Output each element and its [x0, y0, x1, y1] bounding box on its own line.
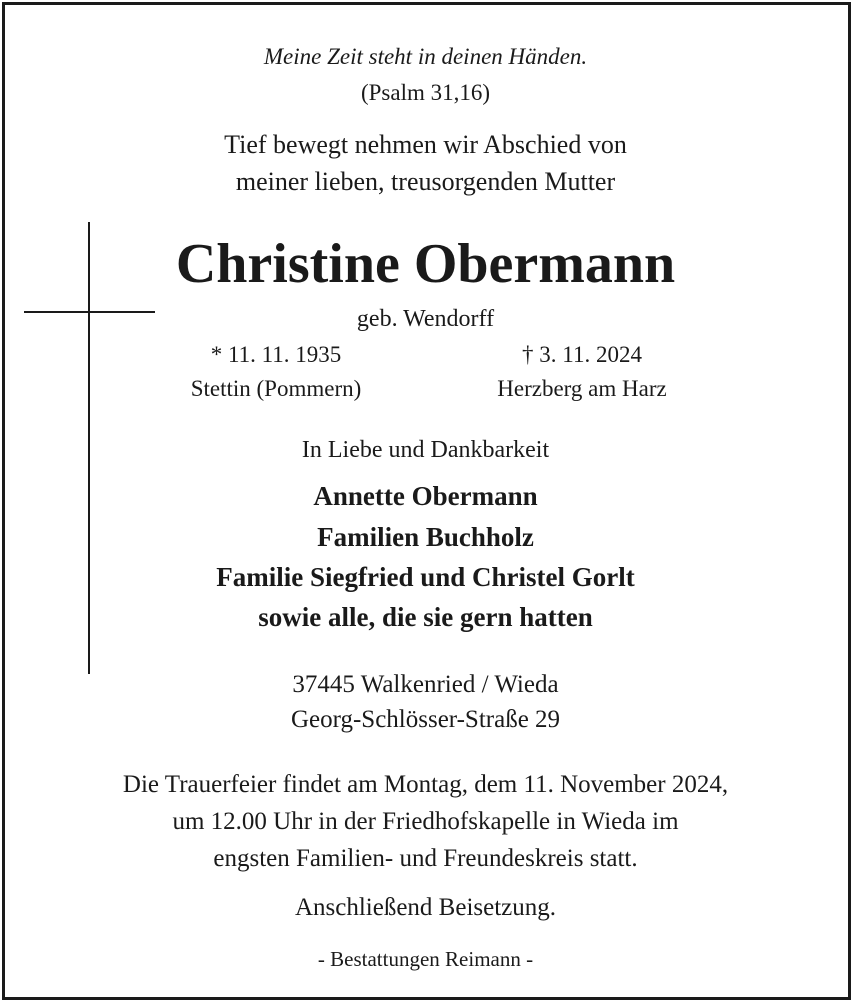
mourner-name: sowie alle, die sie gern hatten	[258, 602, 593, 632]
service-line-3: engsten Familien- und Freundeskreis statt.	[213, 845, 638, 872]
birth-place: Stettin (Pommern)	[190, 376, 362, 401]
mourners-intro: In Liebe und Dankbarkeit	[301, 437, 550, 463]
service-line-1: Die Trauerfeier findet am Montag, dem 11. November 2024,	[122, 771, 729, 798]
intro-line-1: Tief bewegt nehmen wir Abschied von	[224, 130, 627, 159]
birth-name: geb. Wendorff	[356, 306, 495, 332]
address-line-1: 37445 Walkenried / Wieda	[292, 671, 559, 698]
death-date: † 3. 11. 2024	[522, 342, 642, 367]
mourner-name: Familie Siegfried und Christel Gorlt	[216, 562, 635, 592]
undertaker: - Bestattungen Reimann -	[317, 947, 534, 971]
deceased-name: Christine Obermann	[175, 233, 676, 295]
mourner-name: Annette Obermann	[313, 481, 538, 511]
address-line-2: Georg-Schlösser-Straße 29	[290, 706, 561, 733]
intro-line-2: meiner lieben, treusorgenden Mutter	[235, 167, 616, 196]
burial-note: Anschließend Beisetzung.	[294, 894, 557, 921]
birth-date: * 11. 11. 1935	[210, 342, 342, 367]
death-place: Herzberg am Harz	[497, 376, 667, 401]
service-line-2: um 12.00 Uhr in der Friedhofskapelle in Wieda im	[172, 808, 679, 835]
verse-quote: Meine Zeit steht in deinen Händen.	[263, 44, 588, 69]
mourner-name: Familien Buchholz	[317, 522, 534, 552]
verse-reference: (Psalm 31,16)	[360, 80, 491, 105]
